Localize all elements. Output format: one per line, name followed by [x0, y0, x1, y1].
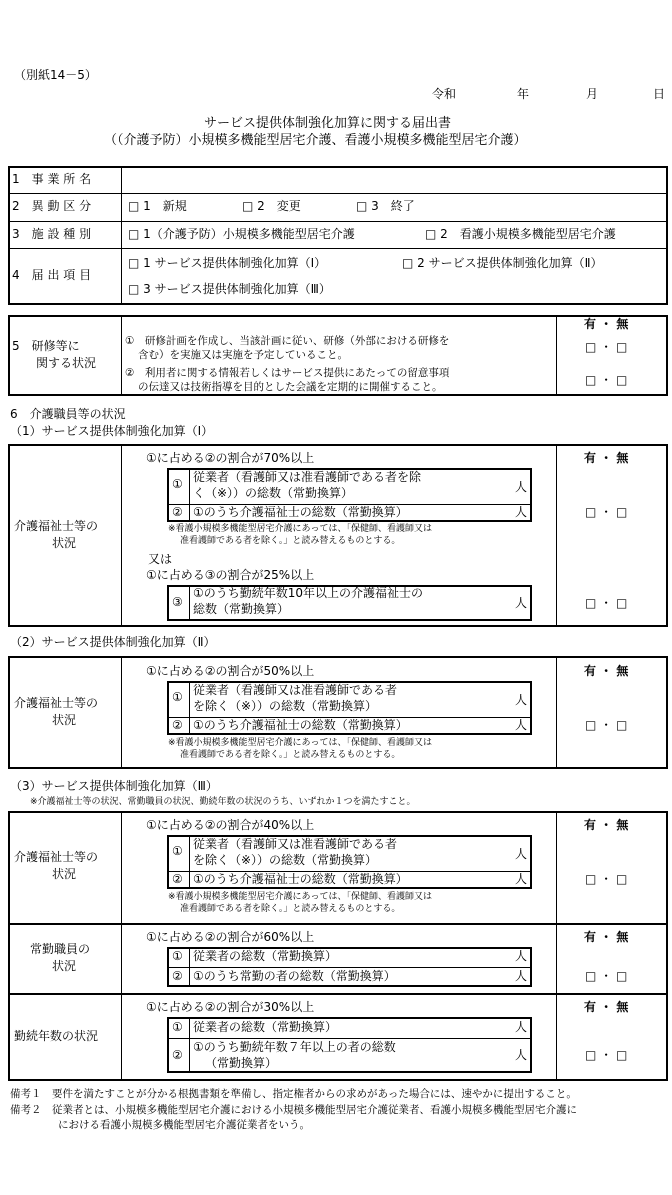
- sub3c-row1: 従業者の総数（常勤換算）: [193, 1020, 338, 1034]
- sub3c-condition: ①に占める②の割合が30%以上: [146, 1000, 315, 1014]
- sub3c-row1-unit: 人: [515, 1020, 528, 1034]
- sub2-row1-line1: 従業者（看護師又は准看護師である者: [193, 683, 398, 697]
- sub1-row1-unit: 人: [515, 480, 528, 494]
- remark-2-line1: 備考２ 従業者とは、小規模多機能型居宅介護における小規模多機能型居宅介護従業者、看護小規模多機能型居宅介護に: [10, 1104, 577, 1116]
- sub3a-row1-line2: を除く（※））の総数（常勤換算）: [193, 853, 378, 867]
- sub3b-row2-unit: 人: [515, 969, 528, 983]
- training-label-1: 5 研修等に: [12, 339, 80, 353]
- sub3b-row1-unit: 人: [515, 949, 528, 963]
- section6-heading: 6 介護職員等の状況: [10, 407, 126, 421]
- training-item-1a: ① 研修計画を作成し、当該計画に従い、研修（外部における研修を: [125, 335, 450, 347]
- sub3c-row2-line1: ①のうち勤続年数７年以上の者の総数: [193, 1040, 396, 1054]
- sub2-label-2: 状況: [52, 713, 77, 727]
- change-type-label: 2 異 動 区 分: [12, 199, 92, 213]
- change-modify-checkbox[interactable]: □ 2 変更: [242, 199, 301, 213]
- sub2-circle-1: ①: [172, 690, 183, 704]
- sub3b-yes-no-header: 有 ・ 無: [584, 930, 629, 944]
- sub3a-circle-1: ①: [172, 844, 183, 858]
- sub3a-row2: ①のうち介護福祉士の総数（常勤換算）: [193, 872, 408, 886]
- sub3-heading: （3）サービス提供体制強化加算（Ⅲ）: [10, 779, 218, 793]
- sub3b-label-2: 状況: [52, 959, 77, 973]
- sub1-yes-no-header: 有 ・ 無: [584, 451, 629, 465]
- sub3c-label: 勤続年数の状況: [14, 1029, 99, 1043]
- sub3a-note-2: 准看護師である者を除く。」と読み替えるものとする。: [180, 904, 401, 914]
- sub3a-label-1: 介護福祉士等の: [14, 850, 99, 864]
- sub3a-row2-unit: 人: [515, 872, 528, 886]
- sub3a-checkboxes[interactable]: □ ・ □: [585, 872, 628, 886]
- sub1-row1-line2: く（※））の総数（常勤換算）: [193, 486, 354, 500]
- sub3c-yes-no-header: 有 ・ 無: [584, 1000, 629, 1014]
- sub1-label-2: 状況: [52, 536, 77, 550]
- sub1-note-2: 准看護師である者を除く。」と読み替えるものとする。: [180, 536, 401, 546]
- form-title: サービス提供体制強化加算に関する届出書: [204, 116, 452, 131]
- remark-1: 備考１ 要件を満たすことが分かる根拠書類を準備し、指定権者からの求めがあった場合には、速やかに提出すること。: [10, 1088, 577, 1100]
- change-end-checkbox[interactable]: □ 3 終了: [356, 199, 415, 213]
- sub1-row3-line2: 総数（常勤換算）: [193, 602, 290, 616]
- sub3b-circle-2: ②: [172, 969, 183, 983]
- sub1-row2: ①のうち介護福祉士の総数（常勤換算）: [193, 505, 408, 519]
- sub1-row1-line1: 従業者（看護師又は准看護師である者を除: [193, 470, 422, 484]
- training-item-1-checkboxes[interactable]: □ ・ □: [585, 340, 628, 354]
- training-item-2b: の伝達又は技術指導を目的とした会議を定期的に開催すること。: [138, 381, 443, 393]
- training-item-2a: ② 利用者に関する情報若しくはサービス提供にあたっての留意事項: [125, 367, 450, 379]
- sub1-circle-3: ③: [172, 595, 183, 609]
- sub3b-row2: ①のうち常勤の者の総数（常勤換算）: [193, 969, 396, 983]
- sub1-label-1: 介護福祉士等の: [14, 519, 99, 533]
- sub3b-label-1: 常勤職員の: [30, 942, 91, 956]
- office-name-field[interactable]: [123, 168, 666, 192]
- sub3a-label-2: 状況: [52, 867, 77, 881]
- sub2-row1-line2: を除く（※））の総数（常勤換算）: [193, 699, 378, 713]
- sub1-row3-unit: 人: [515, 596, 528, 610]
- sub2-row2: ①のうち介護福祉士の総数（常勤換算）: [193, 718, 408, 732]
- sub1-circle-2: ②: [172, 505, 183, 519]
- sub3a-note-1: ※看護小規模多機能型居宅介護にあっては、「保健師、看護師又は: [168, 892, 432, 902]
- sub3a-row1-unit: 人: [515, 847, 528, 861]
- sub2-checkboxes[interactable]: □ ・ □: [585, 718, 628, 732]
- training-yes-no-header: 有 ・ 無: [584, 317, 629, 331]
- training-item-1b: 含む）を実施又は実施を予定していること。: [138, 349, 348, 361]
- sub3b-circle-1: ①: [172, 949, 183, 963]
- sub2-circle-2: ②: [172, 718, 183, 732]
- sub2-heading: （2）サービス提供体制強化加算（Ⅱ）: [10, 635, 216, 649]
- sub1-note-1: ※看護小規模多機能型居宅介護にあっては、「保健師、看護師又は: [168, 524, 432, 534]
- notification-item-1-checkbox[interactable]: □ 1 サービス提供体制強化加算（Ⅰ）: [128, 256, 327, 270]
- notification-item-label: 4 届 出 項 目: [12, 268, 92, 282]
- facility-type-1-checkbox[interactable]: □ 1（介護予防）小規模多機能型居宅介護: [128, 227, 355, 241]
- sub3b-checkboxes[interactable]: □ ・ □: [585, 969, 628, 983]
- notification-item-2-checkbox[interactable]: □ 2 サービス提供体制強化加算（Ⅱ）: [402, 256, 603, 270]
- form-subtitle: （（介護予防）小規模多機能型居宅介護、看護小規模多機能型居宅介護）: [104, 133, 527, 148]
- sub1-row2-unit: 人: [515, 505, 528, 519]
- sub3-subnote: ※介護福祉士等の状況、常勤職員の状況、勤続年数の状況のうち、いずれか１つを満たすこと。: [30, 797, 416, 807]
- sub3a-yes-no-header: 有 ・ 無: [584, 818, 629, 832]
- sub3c-row2-unit: 人: [515, 1048, 528, 1062]
- sub1-checkboxes-2[interactable]: □ ・ □: [585, 596, 628, 610]
- sub3a-circle-2: ②: [172, 872, 183, 886]
- facility-type-2-checkbox[interactable]: □ 2 看護小規模多機能型居宅介護: [425, 227, 616, 241]
- notification-item-3-checkbox[interactable]: □ 3 サービス提供体制強化加算（Ⅲ）: [128, 282, 331, 296]
- date-era: 令和: [432, 87, 457, 101]
- sub2-note-1: ※看護小規模多機能型居宅介護にあっては、「保健師、看護師又は: [168, 738, 432, 748]
- date-month: 月: [586, 87, 599, 101]
- change-new-checkbox[interactable]: □ 1 新規: [128, 199, 187, 213]
- sub2-condition: ①に占める②の割合が50%以上: [146, 664, 315, 678]
- sub2-yes-no-header: 有 ・ 無: [584, 664, 629, 678]
- sub3b-condition: ①に占める②の割合が60%以上: [146, 930, 315, 944]
- sub2-row2-unit: 人: [515, 718, 528, 732]
- training-item-2-checkboxes[interactable]: □ ・ □: [585, 373, 628, 387]
- sub3b-row1: 従業者の総数（常勤換算）: [193, 949, 338, 963]
- sub2-row1-unit: 人: [515, 693, 528, 707]
- date-day: 日: [653, 87, 666, 101]
- sub1-row3-line1: ①のうち勤続年数10年以上の介護福祉士の: [193, 586, 424, 600]
- date-year: 年: [517, 87, 530, 101]
- sub3c-row2-line2: （常勤換算）: [205, 1056, 278, 1070]
- sub1-checkboxes-1[interactable]: □ ・ □: [585, 505, 628, 519]
- sub1-heading: （1）サービス提供体制強化加算（Ⅰ）: [10, 424, 214, 438]
- training-label-2: 関する状況: [36, 356, 97, 370]
- facility-type-label: 3 施 設 種 別: [12, 227, 92, 241]
- sub3c-circle-2: ②: [172, 1048, 183, 1062]
- sub3c-checkboxes[interactable]: □ ・ □: [585, 1048, 628, 1062]
- sub1-condition-2: ①に占める③の割合が25%以上: [146, 568, 315, 582]
- sub1-condition-1: ①に占める②の割合が70%以上: [146, 451, 315, 465]
- sub3a-condition: ①に占める②の割合が40%以上: [146, 818, 315, 832]
- attachment-label: （別紙14－5）: [14, 68, 97, 82]
- sub1-circle-1: ①: [172, 477, 183, 491]
- office-name-label: 1 事 業 所 名: [12, 172, 92, 186]
- sub2-note-2: 准看護師である者を除く。」と読み替えるものとする。: [180, 750, 401, 760]
- sub3a-row1-line1: 従業者（看護師又は准看護師である者: [193, 837, 398, 851]
- sub2-label-1: 介護福祉士等の: [14, 696, 99, 710]
- sub3c-circle-1: ①: [172, 1020, 183, 1034]
- remark-2-line2: における看護小規模多機能型居宅介護従業者をいう。: [58, 1119, 310, 1131]
- sub1-or: 又は: [148, 552, 173, 566]
